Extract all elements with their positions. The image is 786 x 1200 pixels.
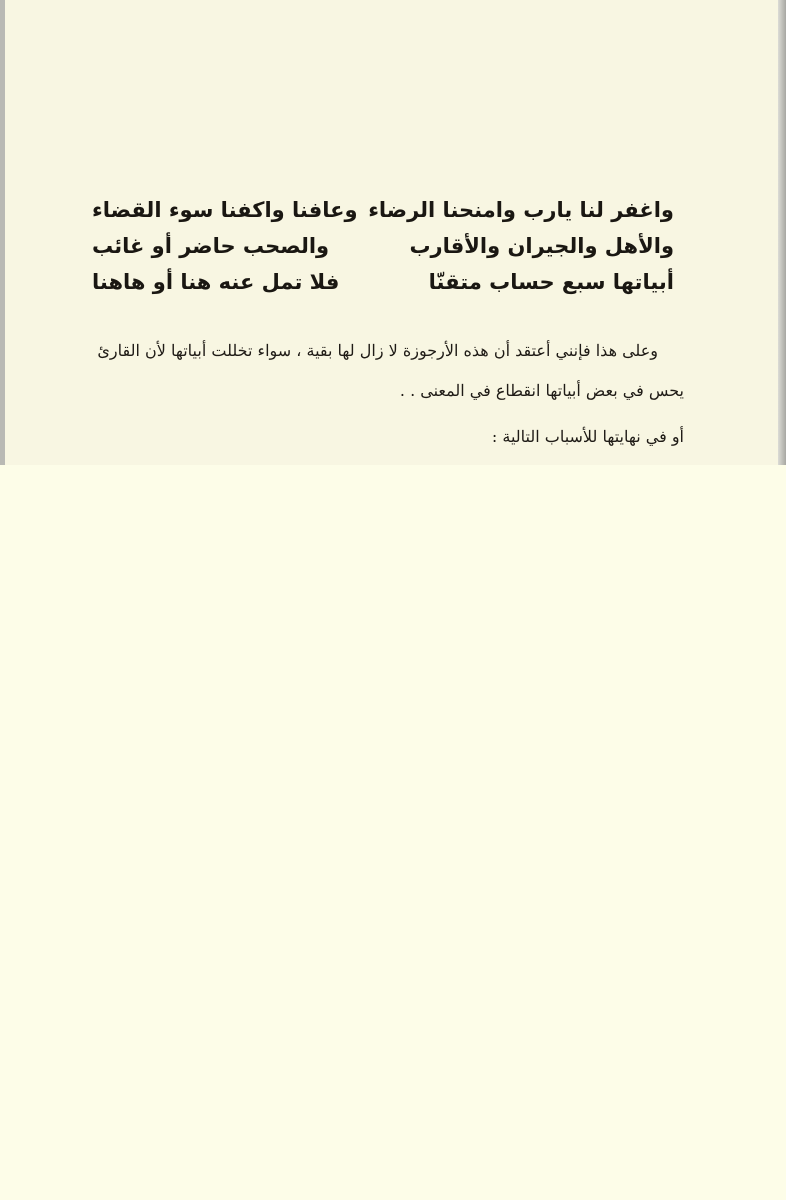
poem [92, 192, 674, 300]
poem-verse [92, 264, 674, 300]
poem-verse [92, 228, 674, 264]
prose-paragraph [92, 333, 684, 459]
page-edge-right [778, 0, 786, 465]
poem-hemistich-left: فلا تمل عنه هنا أو هاهنا [92, 270, 340, 294]
page-edge-left [0, 0, 5, 465]
scanned-page [0, 0, 786, 465]
prose-line: يحس في بعض أبياتها انقطاع في المعنى . . [399, 381, 684, 400]
prose-line: أو في نهايتها للأسباب التالية : [491, 427, 684, 446]
poem-hemistich-left: والصحب حاضر أو غائب [92, 234, 330, 258]
poem-hemistich-right: واغفر لنا يارب وامنحنا الرضاء [368, 198, 674, 222]
poem-hemistich-right: والأهل والجيران والأقارب [409, 234, 674, 258]
empty-background [0, 465, 786, 1200]
poem-hemistich-left: وعافنا واكفنا سوء القضاء [92, 198, 358, 222]
poem-verse [92, 192, 674, 228]
prose-line: وعلى هذا فإنني أعتقد أن هذه الأرجوزة لا زال لها بقية ، سواء تخللت أبياتها لأن القارئ [97, 341, 658, 360]
poem-hemistich-right: أبياتها سبع حساب متقنّا [428, 270, 674, 294]
